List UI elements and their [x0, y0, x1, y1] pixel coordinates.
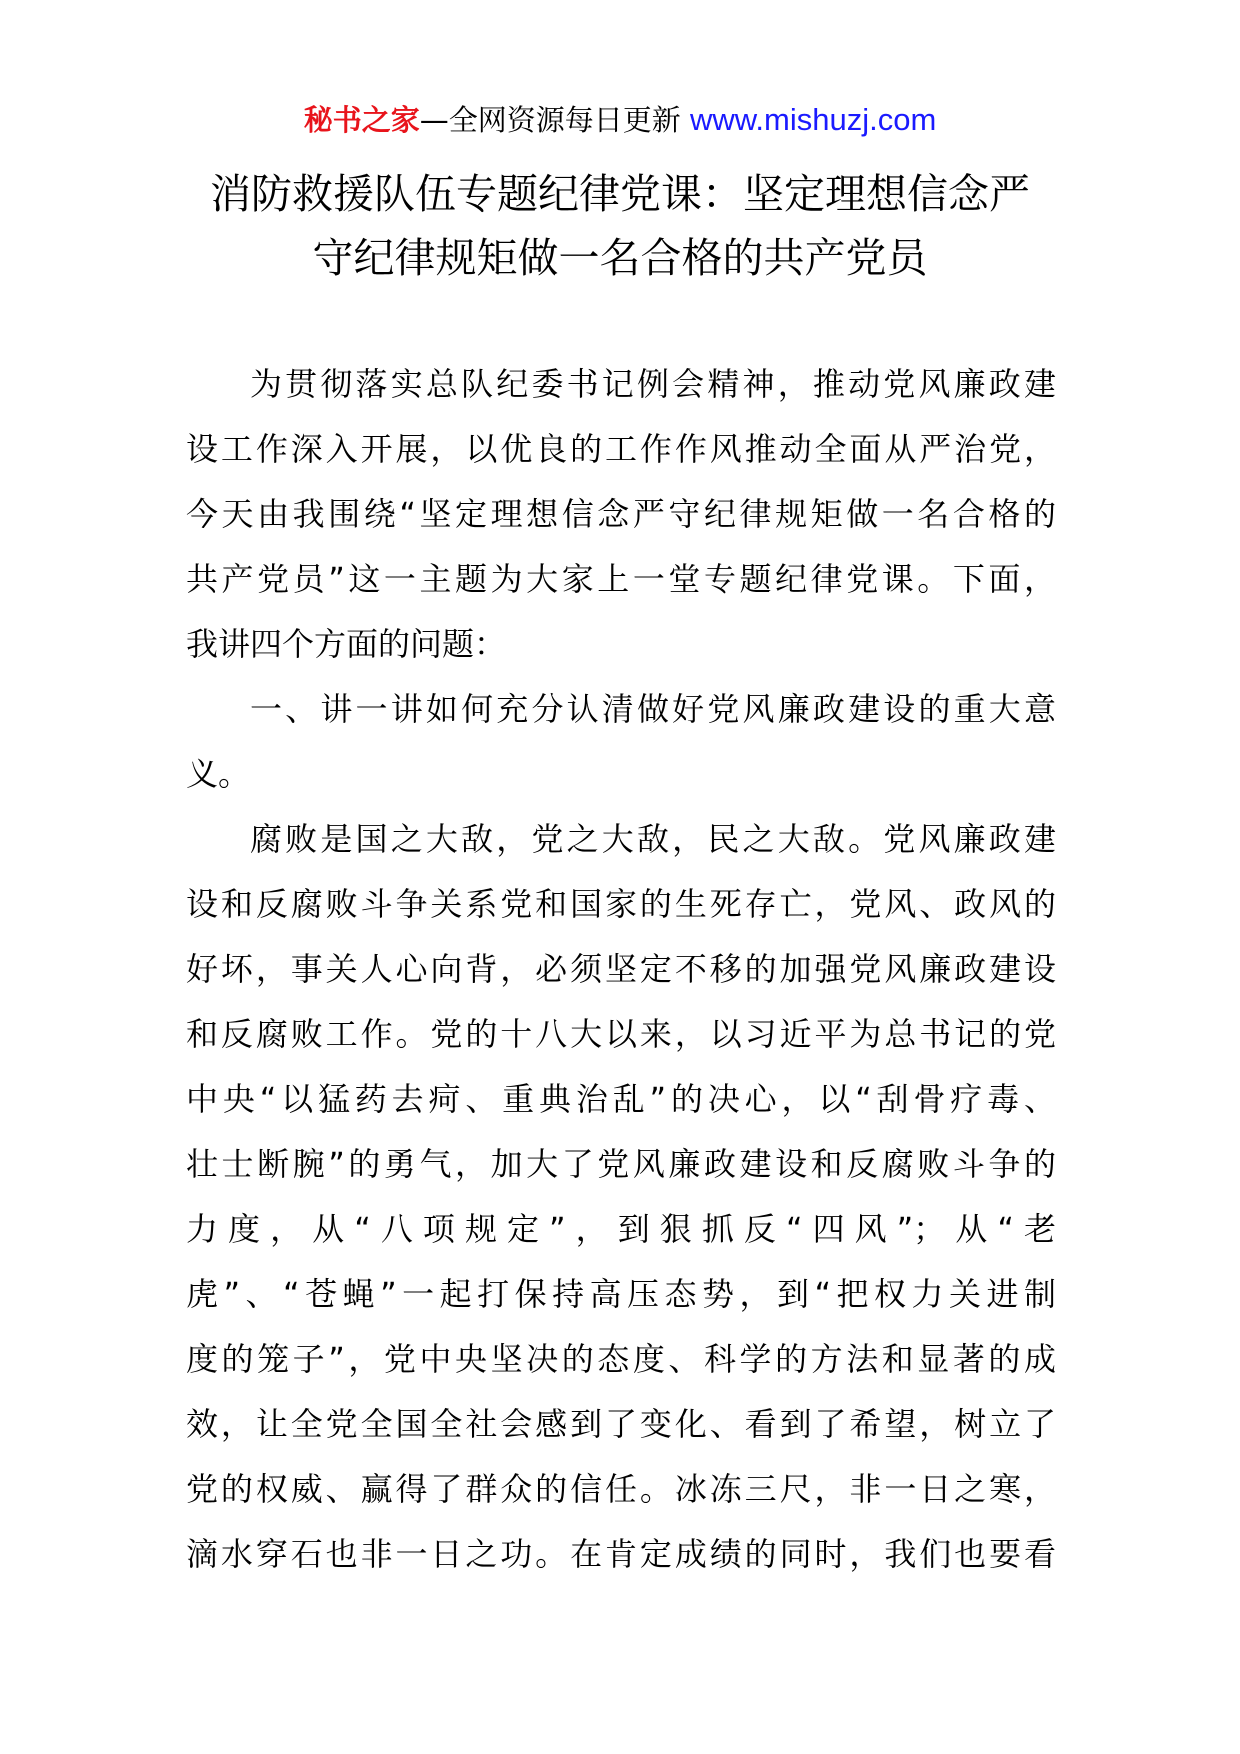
document-body [186, 352, 1056, 1587]
body-line: 为贯彻落实总队纪委书记例会精神，推动党风廉政建 [250, 365, 1056, 403]
body-line: 效，让全党全国全社会感到了变化、看到了希望，树立了 [186, 1405, 1056, 1443]
section-heading-line: 义。 [186, 755, 251, 793]
body-line: 今天由我围绕“坚定理想信念严守纪律规矩做一名合格的 [186, 495, 1056, 533]
body-line: 滴水穿石也非一日之功。在肯定成绩的同时，我们也要看 [186, 1535, 1056, 1573]
body-line: 中央“以猛药去疴、重典治乱”的决心，以“刮骨疗毒、 [186, 1080, 1056, 1118]
site-header [0, 100, 1240, 140]
site-url-link[interactable]: www.mishuzj.com [689, 102, 937, 137]
title-line-1: 消防救援队伍专题纪律党课：坚定理想信念严 [210, 170, 1030, 218]
body-line: 共产党员”这一主题为大家上一堂专题纪律党课。下面， [186, 560, 1056, 598]
body-line: 党的权威、赢得了群众的信任。冰冻三尺，非一日之寒， [186, 1470, 1056, 1508]
title-line-2: 守纪律规矩做一名合格的共产党员 [312, 234, 928, 282]
body-line: 腐败是国之大敌，党之大敌，民之大敌。党风廉政建 [250, 820, 1056, 858]
document-title [150, 162, 1090, 290]
section-heading-line: 一、讲一讲如何充分认清做好党风廉政建设的重大意 [250, 690, 1056, 728]
body-line: 力度，从“八项规定”，到狠抓反“四风”；从“老 [186, 1210, 1056, 1248]
body-line: 设工作深入开展，以优良的工作作风推动全面从严治党， [186, 430, 1056, 468]
body-line: 设和反腐败斗争关系党和国家的生死存亡，党风、政风的 [186, 885, 1056, 923]
body-line: 我讲四个方面的问题： [186, 625, 507, 663]
body-line: 度的笼子”，党中央坚决的态度、科学的方法和显著的成 [186, 1340, 1056, 1378]
body-line: 和反腐败工作。党的十八大以来，以习近平为总书记的党 [186, 1015, 1056, 1053]
site-tagline: —全网资源每日更新 [419, 103, 690, 137]
body-line: 好坏，事关人心向背，必须坚定不移的加强党风廉政建设 [186, 950, 1056, 988]
site-brand: 秘书之家 [303, 103, 420, 137]
body-line: 壮士断腕”的勇气，加大了党风廉政建设和反腐败斗争的 [186, 1145, 1056, 1183]
body-line: 虎”、“苍蝇”一起打保持高压态势，到“把权力关进制 [186, 1275, 1056, 1313]
